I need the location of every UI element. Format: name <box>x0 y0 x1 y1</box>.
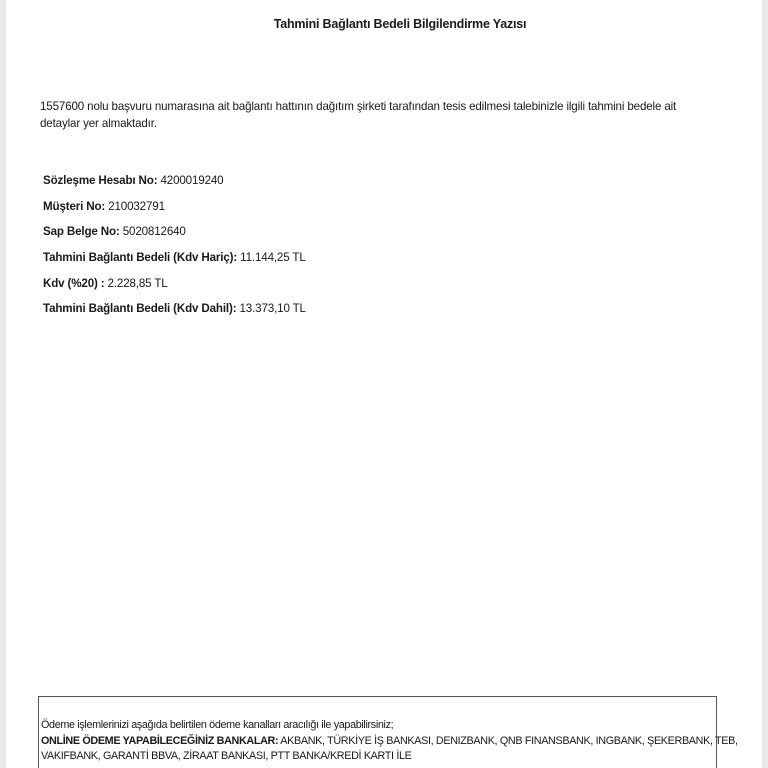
banks-label: ONLİNE ÖDEME YAPABİLECEĞİNİZ BANKALAR: <box>41 734 279 747</box>
field-value: 5020812640 <box>119 225 186 239</box>
field-cost-incl-vat <box>43 301 643 327</box>
intro-line-1: 1557600 nolu başvuru numarasına ait bağlantı hattının dağıtım şirketi tarafından tesis edilmesi talebinizle ilgili tahmini bedele ait <box>40 100 677 113</box>
document-page <box>6 0 762 768</box>
field-label: Tahmini Bağlantı Bedeli (Kdv Dahil): <box>43 302 237 316</box>
intro-line-2: detaylar yer almaktadır. <box>40 117 157 130</box>
payment-intro: Ödeme işlemlerinizi aşağıda belirtilen ödeme kanalları aracılığı ile yapabilirsiniz; <box>41 719 394 731</box>
field-contract-account <box>43 173 643 199</box>
field-vat <box>43 276 643 302</box>
field-sap-document-no <box>43 224 643 250</box>
intro-paragraph <box>40 98 720 132</box>
banks-list-part-1: AKBANK, TÜRKİYE İŞ BANKASI, DENIZBANK, QNB FINANSBANK, INGBANK, ŞEKERBANK, TEB, <box>278 734 738 747</box>
payment-info-box <box>38 696 738 768</box>
details-list <box>43 173 643 327</box>
field-label: Müşteri No: <box>43 199 106 213</box>
field-value: 4200019240 <box>157 174 224 187</box>
payment-banks-line-1 <box>41 734 738 750</box>
field-value: 11.144,25 TL <box>237 251 306 265</box>
field-customer-no <box>43 199 643 225</box>
field-label: Kdv (%20) : <box>43 276 105 290</box>
field-label: Sözleşme Hesabı No: <box>43 174 158 187</box>
field-value: 13.373,10 TL <box>236 302 306 316</box>
field-label: Sap Belge No: <box>43 225 120 239</box>
document-title: Tahmini Bağlantı Bedeli Bilgilendirme Yazısı <box>273 17 527 31</box>
field-label: Tahmini Bağlantı Bedeli (Kdv Hariç): <box>43 251 238 265</box>
field-value: 210032791 <box>105 199 165 213</box>
field-value: 2.228,85 TL <box>104 276 168 290</box>
field-cost-excl-vat <box>43 250 643 276</box>
payment-banks-line-2: VAKIFBANK, GARANTİ BBVA, ZİRAAT BANKASI, PTT BANKA/KREDİ KARTI İLE <box>41 750 412 762</box>
